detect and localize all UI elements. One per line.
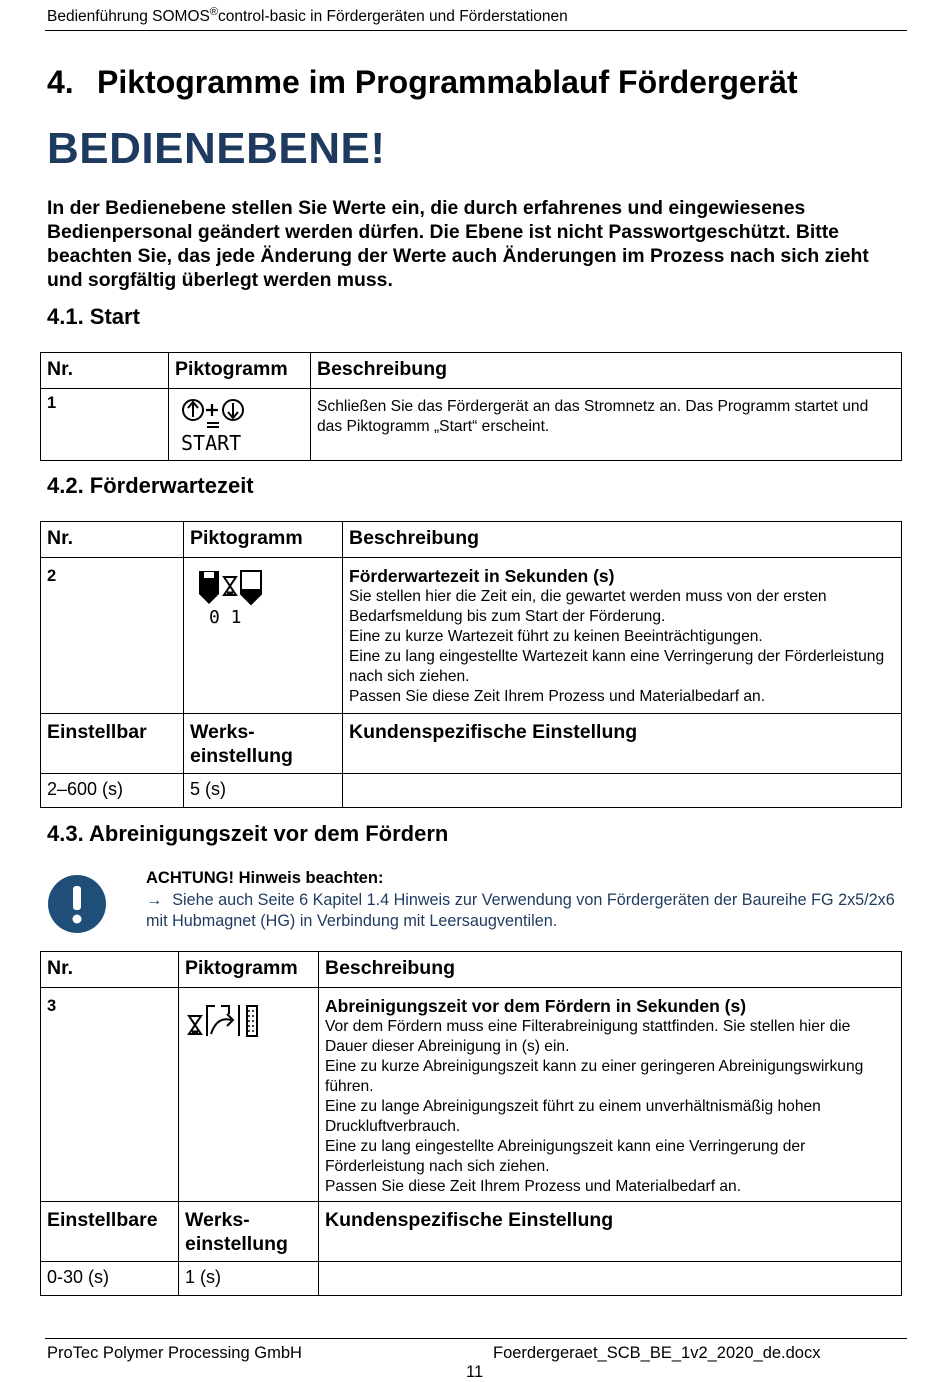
- cleaning-time-desc-line: Vor dem Fördern muss eine Filterabreinigung stattfinden. Sie stellen hier die Dauer dieser Abreinigung in (s) ein.: [325, 1018, 851, 1055]
- subsection-heading-wait-time: 4.2. Förderwartezeit: [47, 473, 254, 498]
- factory-setting-label: [179, 1202, 318, 1256]
- row-number: 1: [47, 394, 57, 412]
- intro-paragraph: In der Bedienebene stellen Sie Werte ein, die durch erfahrenes und eingewiesenes Bedienpersonal geändert werden dürfen. Die Ebene ist nicht Passwortgeschützt. Bitte beachten Sie, das jede Änderung der Werte auch Änderungen im Prozess nach sich zieht und sorgfältig überlegt werden muss.: [47, 197, 869, 291]
- col-header-nr: Nr.: [47, 527, 74, 549]
- col-header-beschreibung: Beschreibung: [317, 358, 448, 380]
- wait-time-pictogram: [184, 558, 342, 626]
- cleaning-time-desc-line: Eine zu kurze Abreinigungszeit kann zu einer geringeren Abreinigungswirkung führen.: [325, 1058, 864, 1095]
- col-header-beschreibung: Beschreibung: [325, 957, 456, 979]
- row-number: 2: [47, 567, 57, 585]
- start-pictogram-label: START: [181, 431, 242, 453]
- factory-setting-label-line2: einstellung: [190, 745, 293, 767]
- adjustable-range: 2–600 (s): [47, 779, 124, 799]
- start-pictogram-icon: [179, 397, 259, 453]
- wait-time-desc-line: Passen Sie diese Zeit Ihrem Prozess und Materialbedarf an.: [349, 688, 766, 705]
- start-pictogram: [169, 389, 310, 453]
- header-cell-nr: [41, 353, 169, 389]
- factory-setting-value: 1 (s): [185, 1267, 221, 1287]
- adjustable-range: 0-30 (s): [47, 1267, 110, 1287]
- cleaning-time-desc-line: Passen Sie diese Zeit Ihrem Prozess und Materialbedarf an.: [325, 1178, 742, 1195]
- filter-cleaning-icon: [187, 1002, 269, 1042]
- page-number: 11: [466, 1363, 484, 1381]
- adjustable-label: Einstellbare: [47, 1209, 158, 1231]
- custom-setting-value: [319, 1262, 902, 1296]
- section-title: Piktogramme im Programmablauf Fördergerät: [97, 64, 798, 100]
- hopper-hourglass-icon: [196, 568, 276, 626]
- factory-setting-value: 5 (s): [190, 779, 226, 799]
- section-number: 4.: [47, 64, 74, 100]
- table-row: [41, 558, 902, 714]
- warning-title: ACHTUNG! Hinweis beachten:: [146, 869, 384, 887]
- table-wait-time: [40, 521, 902, 808]
- start-description: Schließen Sie das Fördergerät an das Stromnetz an. Das Programm startet und das Piktogramm „Start“ erscheint.: [317, 398, 869, 435]
- custom-setting-label: Kundenspezifische Einstellung: [349, 721, 638, 743]
- header-cell-desc: [311, 353, 902, 389]
- settings-value-row: [41, 774, 902, 808]
- warning-reference-link[interactable]: Siehe auch Seite 6 Kapitel 1.4 Hinweis zur Verwendung von Fördergeräten der Baureihe FG 2x5/2x6 mit Hubmagnet (HG) in Verbindung mit Leersaugventilen.: [146, 891, 895, 930]
- header-divider: [45, 30, 907, 31]
- col-header-piktogramm: Piktogramm: [175, 358, 288, 380]
- settings-header-row: [41, 1202, 902, 1262]
- settings-header-row: [41, 714, 902, 774]
- wait-time-pictogram-digits: 0 1: [209, 607, 242, 626]
- header-registered-mark: ®: [209, 6, 218, 18]
- col-header-piktogramm: Piktogramm: [185, 957, 298, 979]
- adjustable-label: Einstellbar: [47, 721, 147, 743]
- section-heading: [47, 64, 798, 101]
- factory-setting-label-line2: einstellung: [185, 1233, 288, 1255]
- factory-setting-label-line1: Werks-: [185, 1209, 250, 1231]
- custom-setting-label: Kundenspezifische Einstellung: [325, 1209, 614, 1231]
- cleaning-time-desc-title: Abreinigungszeit vor dem Fördern in Sekunden (s): [325, 996, 747, 1016]
- col-header-beschreibung: Beschreibung: [349, 527, 480, 549]
- factory-setting-label: [184, 714, 342, 768]
- factory-setting-label-line1: Werks-: [190, 721, 255, 743]
- footer-filename: Foerdergeraet_SCB_BE_1v2_2020_de.docx: [493, 1344, 821, 1362]
- operator-level-banner: BEDIENEBENE!: [47, 124, 386, 173]
- table-start: [40, 352, 902, 461]
- footer-divider: [45, 1338, 907, 1339]
- wait-time-desc-line: Eine zu kurze Wartezeit führt zu keinen Beeinträchtigungen.: [349, 628, 763, 645]
- table-cleaning-time: [40, 951, 902, 1296]
- cleaning-time-pictogram: [179, 988, 318, 1042]
- wait-time-desc-line: Eine zu lang eingestellte Wartezeit kann eine Verringerung der Förderleistung nach sich ziehen.: [349, 648, 885, 685]
- custom-setting-value: [343, 774, 902, 808]
- col-header-piktogramm: Piktogramm: [190, 527, 303, 549]
- table-row: [41, 389, 902, 461]
- warning-text: [146, 890, 906, 932]
- header-suffix: control-basic in Fördergeräten und Förderstationen: [217, 8, 568, 26]
- row-number: 3: [47, 997, 57, 1015]
- wait-time-desc-line: Sie stellen hier die Zeit ein, die gewartet werden muss von der ersten Bedarfsmeldung bis zum Start der Förderung.: [349, 588, 827, 625]
- cleaning-time-desc-line: Eine zu lang eingestellte Abreinigungszeit kann eine Verringerung der Förderleistung nach sich ziehen.: [325, 1138, 806, 1175]
- wait-time-desc-title: Förderwartezeit in Sekunden (s): [349, 566, 615, 586]
- running-header: [47, 6, 568, 26]
- col-header-nr: Nr.: [47, 358, 74, 380]
- header-cell-pikto: [169, 353, 311, 389]
- table-row: [41, 988, 902, 1202]
- settings-value-row: [41, 1262, 902, 1296]
- arrow-right-icon: →: [146, 891, 163, 909]
- warning-icon: [47, 874, 107, 934]
- footer-company: ProTec Polymer Processing GmbH: [47, 1344, 302, 1362]
- col-header-nr: Nr.: [47, 957, 74, 979]
- subsection-heading-start: 4.1. Start: [47, 304, 140, 329]
- header-prefix: Bedienführung SOMOS: [47, 8, 210, 26]
- subsection-heading-cleaning-time: 4.3. Abreinigungszeit vor dem Fördern: [47, 821, 449, 846]
- cleaning-time-desc-line: Eine zu lange Abreinigungszeit führt zu einem unverhältnismäßig hohen Druckluftverbrauch.: [325, 1098, 821, 1135]
